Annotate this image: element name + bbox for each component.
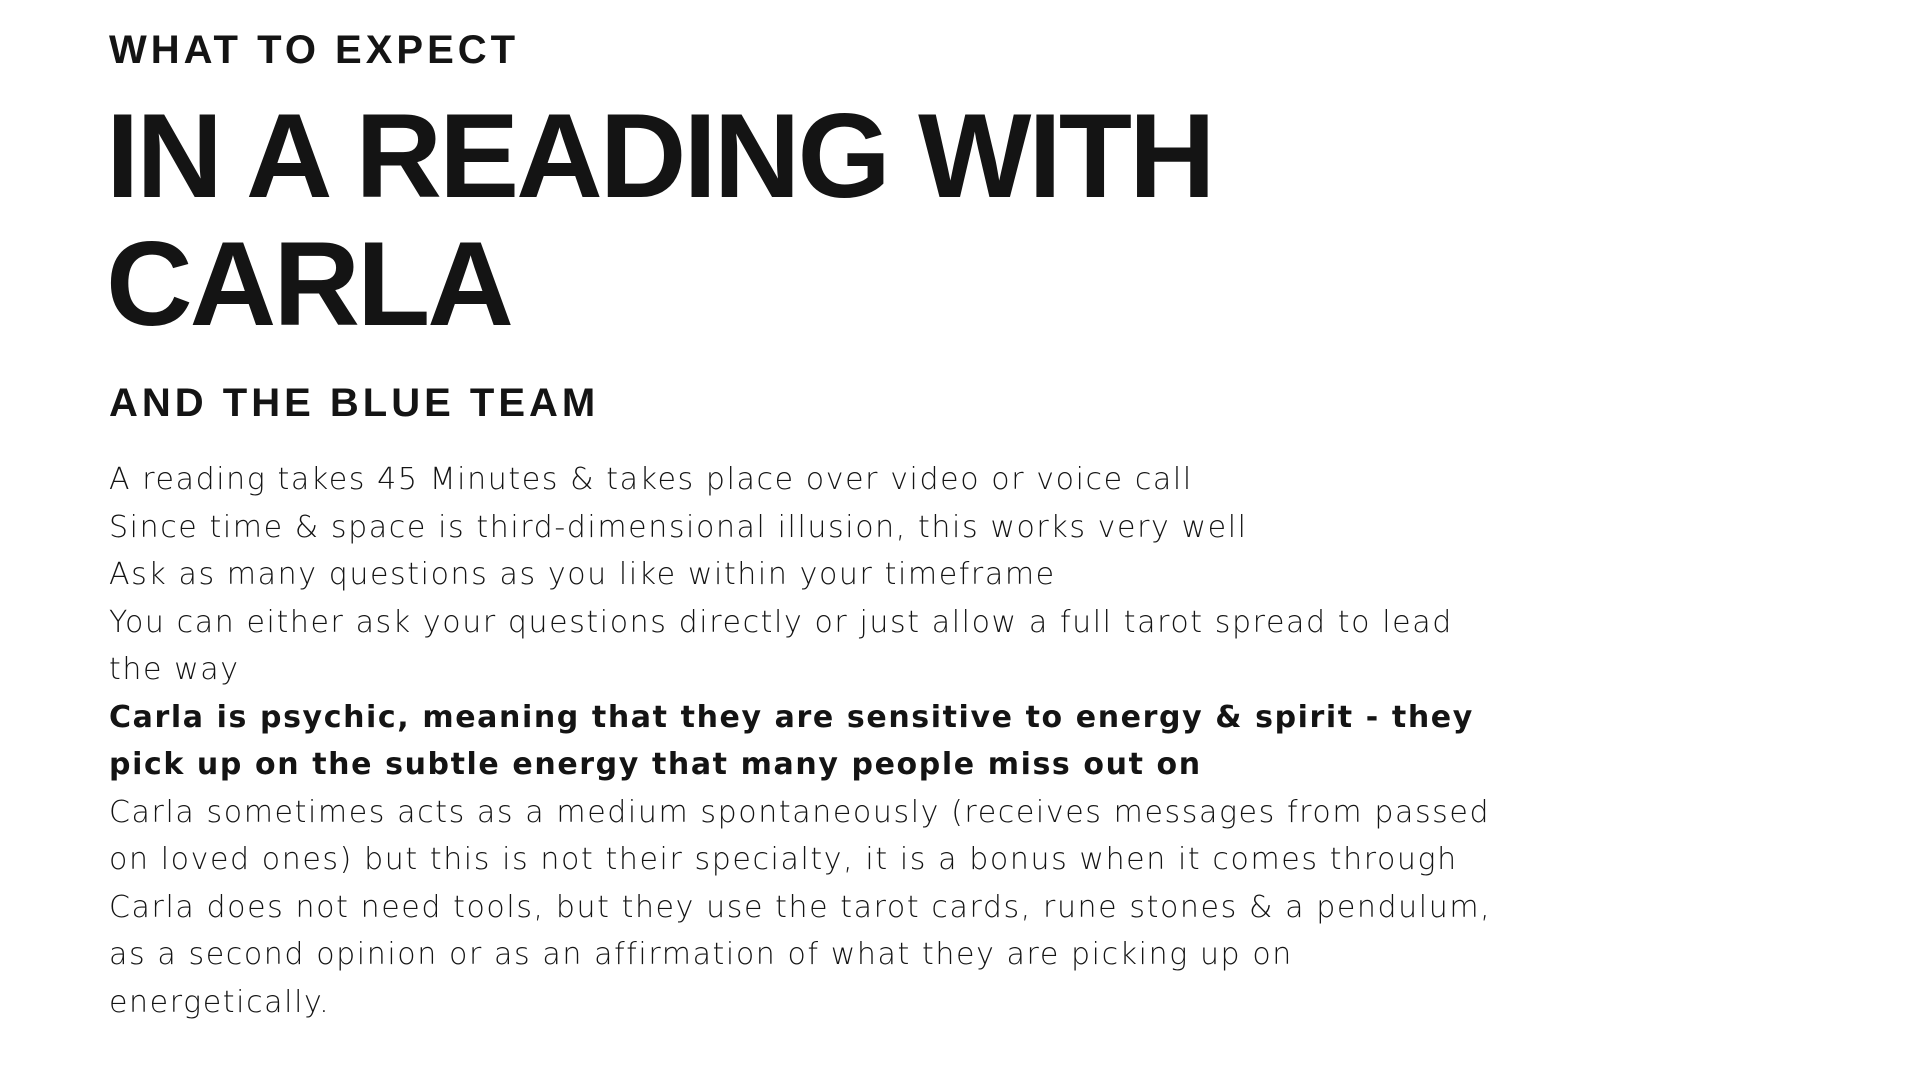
subheading: AND THE BLUE TEAM (109, 381, 600, 425)
body-paragraphs (109, 456, 1509, 1026)
paragraph-psychic: Carla is psychic, meaning that they are sensitive to energy & spirit - they pick up on the subtle energy that many people miss out on (109, 699, 1474, 782)
page-title: IN A READING WITH CARLA (106, 89, 1213, 351)
paragraph-tools: Carla does not need tools, but they use the tarot cards, rune stones & a pendulum, as a second opinion or as an affirmation of what they are picking up on energetically. (109, 889, 1492, 1020)
paragraph-duration: A reading takes 45 Minutes & takes place over video or voice call (109, 462, 1193, 497)
paragraph-questions: Ask as many questions as you like within your timeframe (109, 557, 1056, 592)
kicker-heading: WHAT TO EXPECT (109, 28, 520, 72)
paragraph-medium: Carla sometimes acts as a medium spontaneously (receives messages from passed on loved ones) but this is not their specialty, it is a bonus when it comes through (109, 794, 1491, 877)
paragraph-tarot-spread: You can either ask your questions directly or just allow a full tarot spread to lead the way (109, 604, 1453, 687)
paragraph-time-space: Since time & space is third-dimensional illusion, this works very well (109, 509, 1248, 545)
